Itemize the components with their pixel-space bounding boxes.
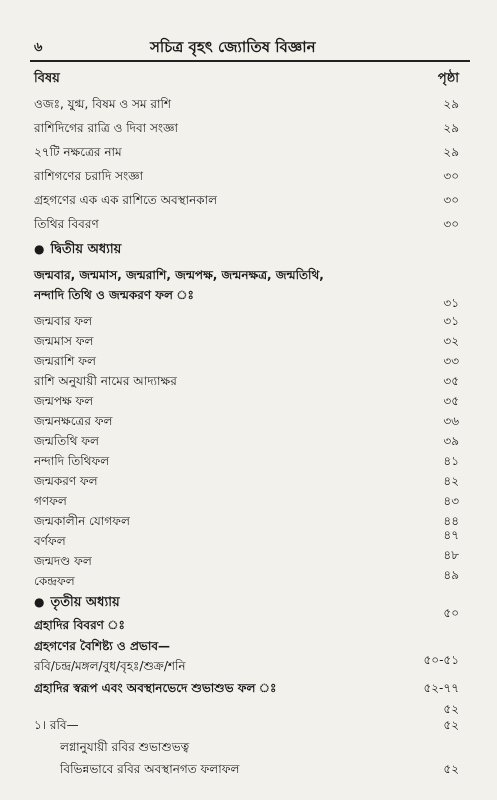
toc-entry bbox=[0, 528, 497, 552]
toc-entry-page: ৫২ bbox=[443, 718, 459, 732]
bullet-icon: ● bbox=[34, 595, 45, 609]
toc-entry-page: ৩৫ bbox=[443, 374, 459, 388]
toc-entry-page: ৫২-৭৭ bbox=[423, 681, 459, 695]
toc-entry bbox=[0, 392, 497, 412]
toc-entry-page: ৩১ bbox=[443, 314, 459, 328]
page-number: ৬ bbox=[34, 40, 43, 55]
toc-column-headers bbox=[0, 70, 497, 90]
toc-entry bbox=[0, 312, 497, 332]
toc-entry bbox=[0, 432, 497, 452]
toc-entry-page: ৩২ bbox=[443, 334, 459, 348]
running-title: সচিত্র বৃহৎ জ্যোতিষ বিজ্ঞান bbox=[150, 38, 316, 56]
toc-entry-title: বর্ণফল bbox=[34, 534, 66, 548]
toc-entry bbox=[0, 653, 497, 677]
toc-entry-page: ৩৫ bbox=[443, 394, 459, 408]
toc-entry-title: জন্মতিথি ফল bbox=[34, 434, 99, 448]
toc-entry-page: ৩৩ bbox=[443, 354, 459, 368]
toc-entry-title: ১। রবি— bbox=[34, 718, 79, 732]
toc-entry-title: জন্মবার, জন্মমাস, জন্মরাশি, জন্মপক্ষ, জন্মনক্ষত্র, জন্মতিথি, bbox=[34, 268, 324, 282]
toc-entry-title: বিভিন্নভাবে রবির অবস্থানগত ফলাফল bbox=[60, 762, 240, 776]
toc-entry bbox=[0, 332, 497, 352]
toc-entry bbox=[0, 637, 497, 657]
toc-entry-title: কেন্দ্রফল bbox=[34, 574, 75, 588]
toc-entry bbox=[0, 191, 497, 211]
toc-entry bbox=[0, 143, 497, 163]
toc-entry-title: নন্দাদি তিথিফল bbox=[34, 454, 110, 468]
toc-entry-page: ২৯ bbox=[443, 121, 459, 135]
toc-entry-page: ৩১ bbox=[443, 296, 459, 310]
subject-column-label: বিষয় bbox=[34, 71, 60, 86]
toc-entry-title: জন্মমাস ফল bbox=[34, 334, 94, 348]
toc-entry-title: তিথির বিবরণ bbox=[34, 217, 99, 231]
page-header bbox=[0, 0, 497, 62]
toc-entry-page: ৫২ bbox=[443, 702, 459, 716]
toc-entry bbox=[0, 738, 497, 758]
toc-entry bbox=[0, 472, 497, 492]
toc-entry bbox=[0, 412, 497, 432]
toc-entry-page: ৪৮ bbox=[443, 548, 459, 562]
toc-entry bbox=[0, 716, 497, 736]
toc-entry-page: ৫২ bbox=[443, 762, 459, 776]
toc-entry-title: গ্রহাদির স্বরূপ এবং অবস্থানভেদে শুভাশুভ ফল ঃ bbox=[34, 681, 277, 695]
toc-entry bbox=[0, 760, 497, 780]
toc-entry-page: ২৯ bbox=[443, 97, 459, 111]
toc-entry-page: ৪১ bbox=[443, 454, 459, 468]
toc-entry-page: ৪৭ bbox=[443, 528, 459, 542]
toc-entry-page: ৩৬ bbox=[443, 414, 459, 428]
toc-entry bbox=[0, 167, 497, 187]
toc-entry bbox=[0, 215, 497, 235]
toc-entry bbox=[0, 512, 497, 532]
toc-entry-title: জন্মবার ফল bbox=[34, 314, 93, 328]
toc-entry bbox=[0, 352, 497, 372]
toc-entry-page: ৪৩ bbox=[443, 494, 459, 508]
toc-entry-page: ৪৯ bbox=[443, 568, 459, 582]
toc-entry-title: গ্রহগণের এক এক রাশিতে অবস্থানকাল bbox=[34, 193, 218, 207]
toc-entry bbox=[0, 679, 497, 699]
toc-entry bbox=[0, 568, 497, 592]
toc-entry-page: ৩০ bbox=[443, 169, 459, 183]
toc-entry-title: গ্রহাদির বিবরণ ঃ bbox=[34, 618, 125, 632]
bullet-icon: ● bbox=[34, 242, 45, 256]
toc-entry-title: গ্রহগণের বৈশিষ্ট্য ও প্রভাব— bbox=[34, 639, 170, 653]
toc-entry-title: জন্মপক্ষ ফল bbox=[34, 394, 94, 408]
toc-entry bbox=[0, 266, 497, 286]
toc-entry-page: ৪৪ bbox=[443, 514, 459, 528]
chapter-title: তৃতীয় অধ্যায় bbox=[50, 595, 120, 610]
header-rule bbox=[30, 60, 470, 62]
chapter-heading bbox=[0, 240, 497, 260]
toc-entry bbox=[0, 606, 497, 636]
toc-entry-page: ৫০ bbox=[443, 606, 459, 620]
toc-entry bbox=[0, 95, 497, 115]
chapter-title: দ্বিতীয় অধ্যায় bbox=[50, 242, 122, 257]
toc-entry-page: ৩০ bbox=[443, 193, 459, 207]
toc-entry-page: ২৯ bbox=[443, 145, 459, 159]
toc-entry-title: রবি/চন্দ্র/মঙ্গল/বুধ/বৃহঃ/শুক্র/শনি bbox=[34, 659, 186, 673]
toc-entry-page: ৩৯ bbox=[443, 434, 459, 448]
toc-entry bbox=[0, 286, 497, 310]
toc-entry-title: ২৭টি নক্ষত্রের নাম bbox=[34, 145, 122, 159]
toc-entry-title: জন্মকালীন যোগফল bbox=[34, 514, 130, 528]
toc-entry-page: ৫০-৫১ bbox=[423, 653, 459, 667]
toc-entry bbox=[0, 548, 497, 572]
toc-entry bbox=[0, 452, 497, 472]
toc-entry-title: রাশিদিগের রাত্রি ও দিবা সংজ্ঞা bbox=[34, 121, 179, 135]
toc-entry-title: নন্দাদি তিথি ও জন্মকরণ ফল ঃ bbox=[34, 288, 194, 302]
toc-entry-title: ওজঃ, যুগ্ম, বিষম ও সম রাশি bbox=[34, 97, 171, 111]
chapter-heading bbox=[0, 593, 497, 613]
toc-entry-page: ৩০ bbox=[443, 217, 459, 231]
page-column-label: পৃষ্ঠা bbox=[437, 71, 459, 86]
toc-entry-title: গণফল bbox=[34, 494, 67, 508]
toc-entry-title: রাশিগণের চরাদি সংজ্ঞা bbox=[34, 169, 144, 183]
toc-entry-title: জন্মরাশি ফল bbox=[34, 354, 96, 368]
toc-entry bbox=[0, 492, 497, 512]
toc-entry-title: জন্মদণ্ড ফল bbox=[34, 554, 92, 568]
toc-entry-title: জন্মনক্ষত্রের ফল bbox=[34, 414, 113, 428]
toc-entry-title: লগ্নানুযায়ী রবির শুভাশুভত্ব bbox=[60, 740, 190, 754]
toc-entry bbox=[0, 372, 497, 392]
toc-entry-title: রাশি অনুযায়ী নামের আদ্যাক্ষর bbox=[34, 374, 177, 388]
toc-entry-page: ৪২ bbox=[443, 474, 459, 488]
toc-entry bbox=[0, 119, 497, 139]
toc-entry-title: জন্মকরণ ফল bbox=[34, 474, 98, 488]
